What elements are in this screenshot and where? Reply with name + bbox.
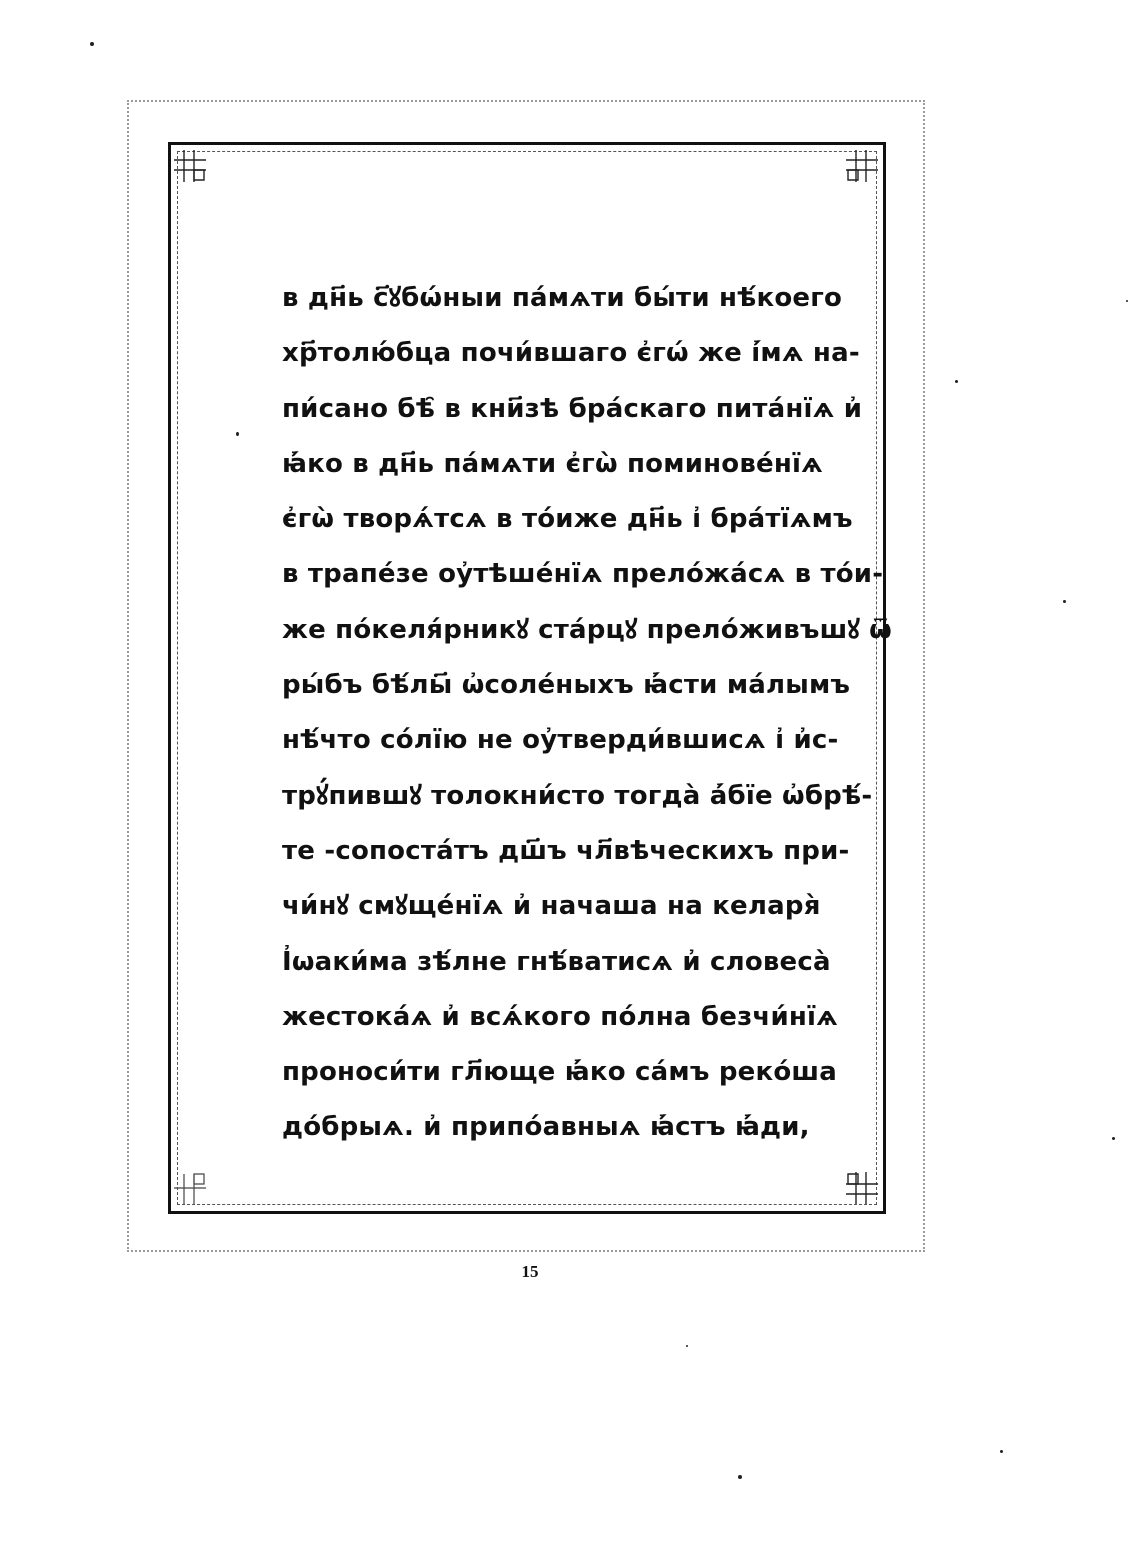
text-line: І҆ѡаки́ма зѣ́лне гнѣ́ватисѧ и҆ словеса̀ — [282, 946, 831, 977]
text-line: трꙋ́пившꙋ толокни́сто тогда̀ а҆́бїе ѡ҆брѣ́- — [282, 780, 873, 811]
text-line: в трапе́зе оу҆тѣше́нїѧ прело́жа́сѧ в то́и- — [282, 559, 884, 590]
corner-ornament-top-left-icon — [170, 146, 210, 186]
scan-speck — [1126, 300, 1128, 302]
text-line: чи́нꙋ смꙋще́нїѧ и҆ начаша на келаря̀ — [282, 891, 821, 922]
text-line: хр҃толю́бца почи́вшаго є҆гѡ́ же і҆́мѧ на- — [282, 338, 860, 369]
text-line: ꙗ҆́ко в дн҃ь па́мѧти є҆гѡ̀ поминове́нїѧ — [282, 448, 823, 479]
text-line: жестока́ѧ и҆ всѧ́кого по́лна безчи́нїѧ — [282, 1001, 839, 1032]
scan-speck — [686, 1345, 688, 1347]
scan-speck — [955, 380, 958, 383]
page-number: 15 — [521, 1262, 539, 1281]
text-line: є҆гѡ̀ творѧ́тсѧ в то́иже дн҃ь і҆ бра́тїѧмъ — [282, 504, 853, 535]
text-line: в дн҃ь с҃ꙋбѡ́ныи па́мѧти бы́ти нѣ́коего — [282, 283, 843, 313]
text-line: ры́бъ бѣ́лы҃ ѡ҆соле́ныхъ ꙗ҆́сти ма́лымъ — [282, 670, 851, 701]
corner-ornament-bottom-right-icon — [842, 1168, 882, 1208]
corner-ornament-bottom-left-icon — [170, 1168, 210, 1208]
scan-speck — [738, 1475, 742, 1479]
corner-ornament-top-right-icon — [842, 146, 882, 186]
text-line: же по́келя́рникꙋ ста́рцꙋ прело́живъшꙋ ѿ — [282, 614, 892, 645]
scan-speck — [236, 432, 239, 436]
text-line: те ‑сопоста́тъ дш҃ъ чл҃вѣческихъ при- — [282, 835, 850, 866]
scan-speck — [1000, 1450, 1003, 1453]
scan-speck — [1063, 600, 1066, 603]
text-line: нѣ́что со́лїю не оу҆тверди́вшисѧ і҆ и҆с- — [282, 725, 839, 756]
text-line: проноси́ти гл҃юще ꙗ҆́ко са́мъ реко́ша — [282, 1057, 837, 1088]
scan-speck — [90, 42, 94, 46]
text-line: до́брыѧ. и҆ припо́авныѧ ꙗ҆́стъ ꙗ҆́ди, — [282, 1112, 810, 1143]
body-text — [282, 278, 892, 1163]
text-line: пи́сано бѣ̑ в кни҃зѣ бра́скаго пита́нїѧ и҆ — [282, 393, 863, 424]
scan-speck — [1112, 1137, 1115, 1140]
